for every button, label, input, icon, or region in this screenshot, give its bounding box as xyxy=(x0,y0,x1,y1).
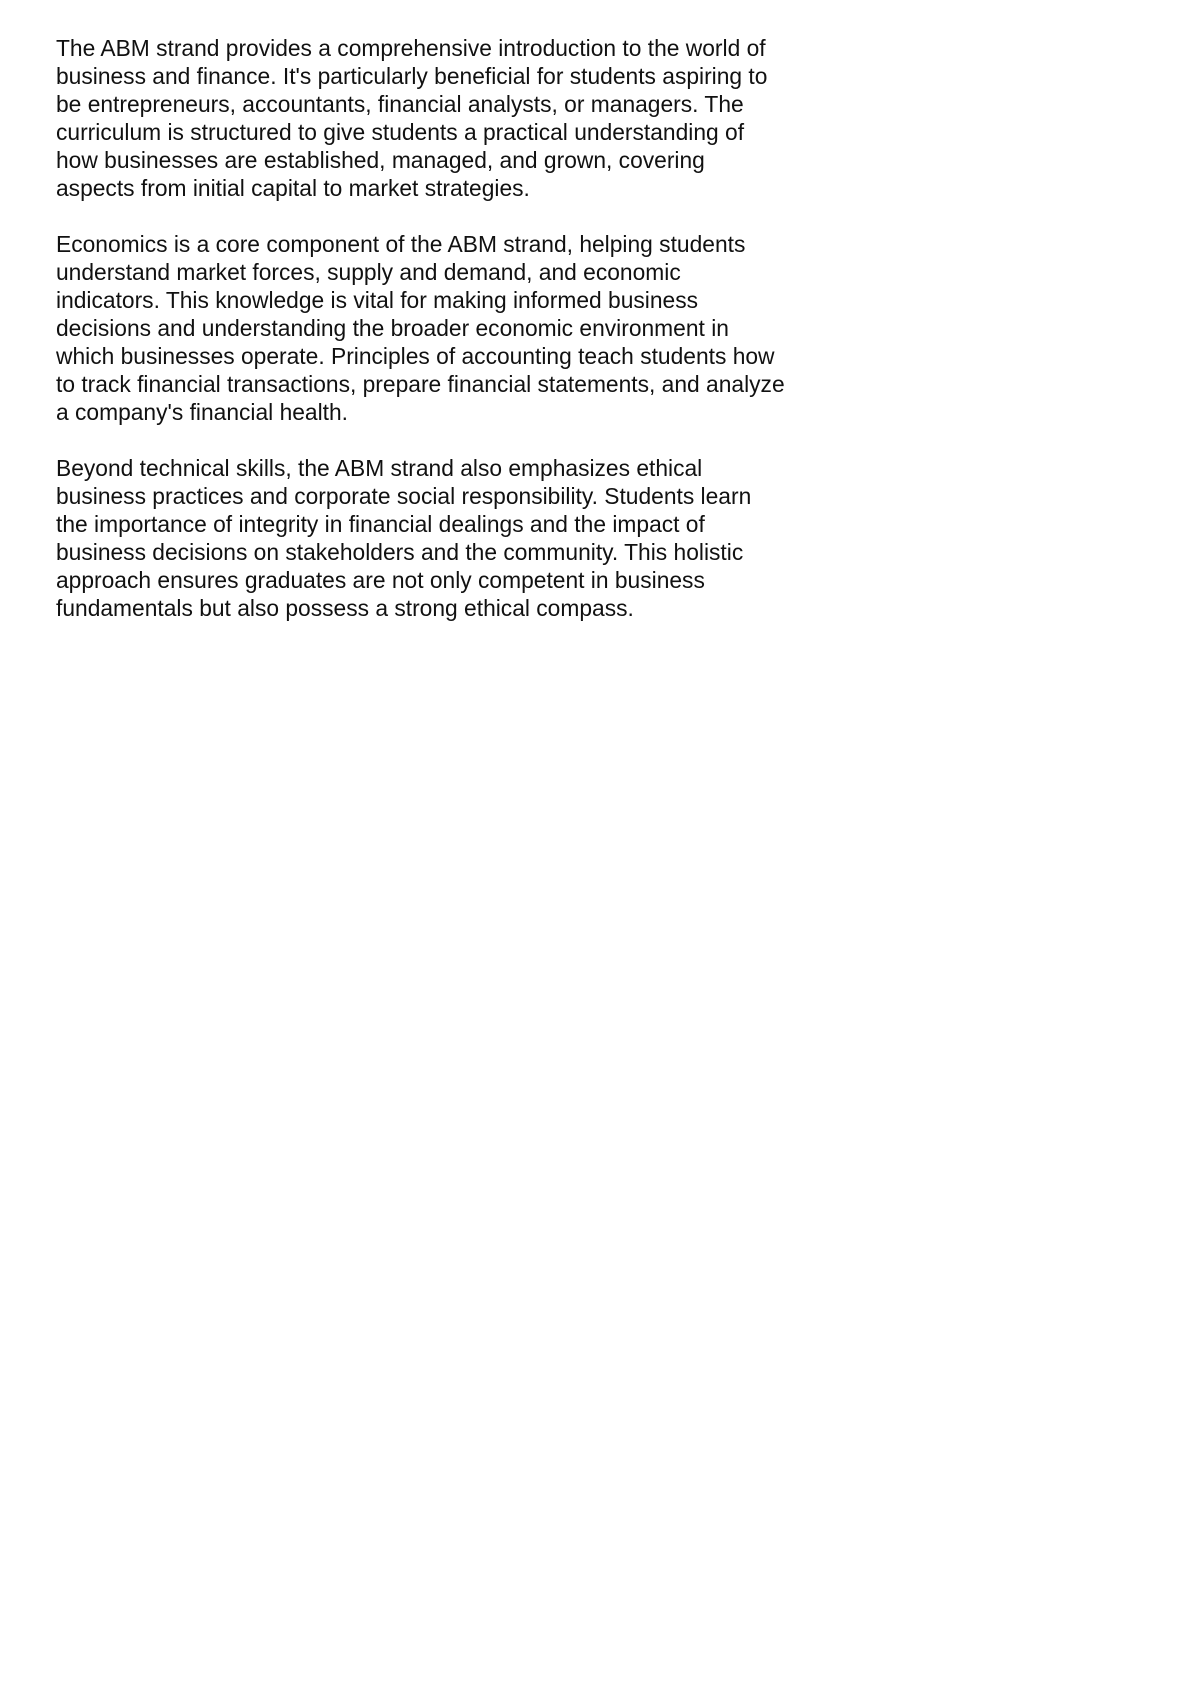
text-line: to track financial transactions, prepare financial statements, and analyze xyxy=(56,371,785,397)
text-line: a company's financial health. xyxy=(56,399,349,425)
text-line: Economics is a core component of the ABM strand, helping students xyxy=(56,231,746,257)
text-line: approach ensures graduates are not only competent in business xyxy=(56,567,705,593)
text-line: business decisions on stakeholders and the community. This holistic xyxy=(56,539,744,565)
paragraph-ethics xyxy=(56,454,846,622)
text-line: aspects from initial capital to market strategies. xyxy=(56,175,530,201)
text-line: which businesses operate. Principles of accounting teach students how xyxy=(56,343,775,369)
document-body xyxy=(56,34,846,650)
text-line: Beyond technical skills, the ABM strand also emphasizes ethical xyxy=(56,455,703,481)
text-line: understand market forces, supply and demand, and economic xyxy=(56,259,681,285)
text-line: how businesses are established, managed, and grown, covering xyxy=(56,147,705,173)
text-line: the importance of integrity in financial dealings and the impact of xyxy=(56,511,705,537)
text-line: The ABM strand provides a comprehensive introduction to the world of xyxy=(56,35,766,61)
text-line: decisions and understanding the broader economic environment in xyxy=(56,315,729,341)
text-line: business practices and corporate social responsibility. Students learn xyxy=(56,483,752,509)
text-line: be entrepreneurs, accountants, financial analysts, or managers. The xyxy=(56,91,744,117)
text-line: curriculum is structured to give students a practical understanding of xyxy=(56,119,745,145)
text-line: business and finance. It's particularly beneficial for students aspiring to xyxy=(56,63,768,89)
text-line: indicators. This knowledge is vital for making informed business xyxy=(56,287,698,313)
paragraph-abm-introduction xyxy=(56,34,846,202)
paragraph-economics xyxy=(56,230,846,426)
text-line: fundamentals but also possess a strong ethical compass. xyxy=(56,595,634,621)
